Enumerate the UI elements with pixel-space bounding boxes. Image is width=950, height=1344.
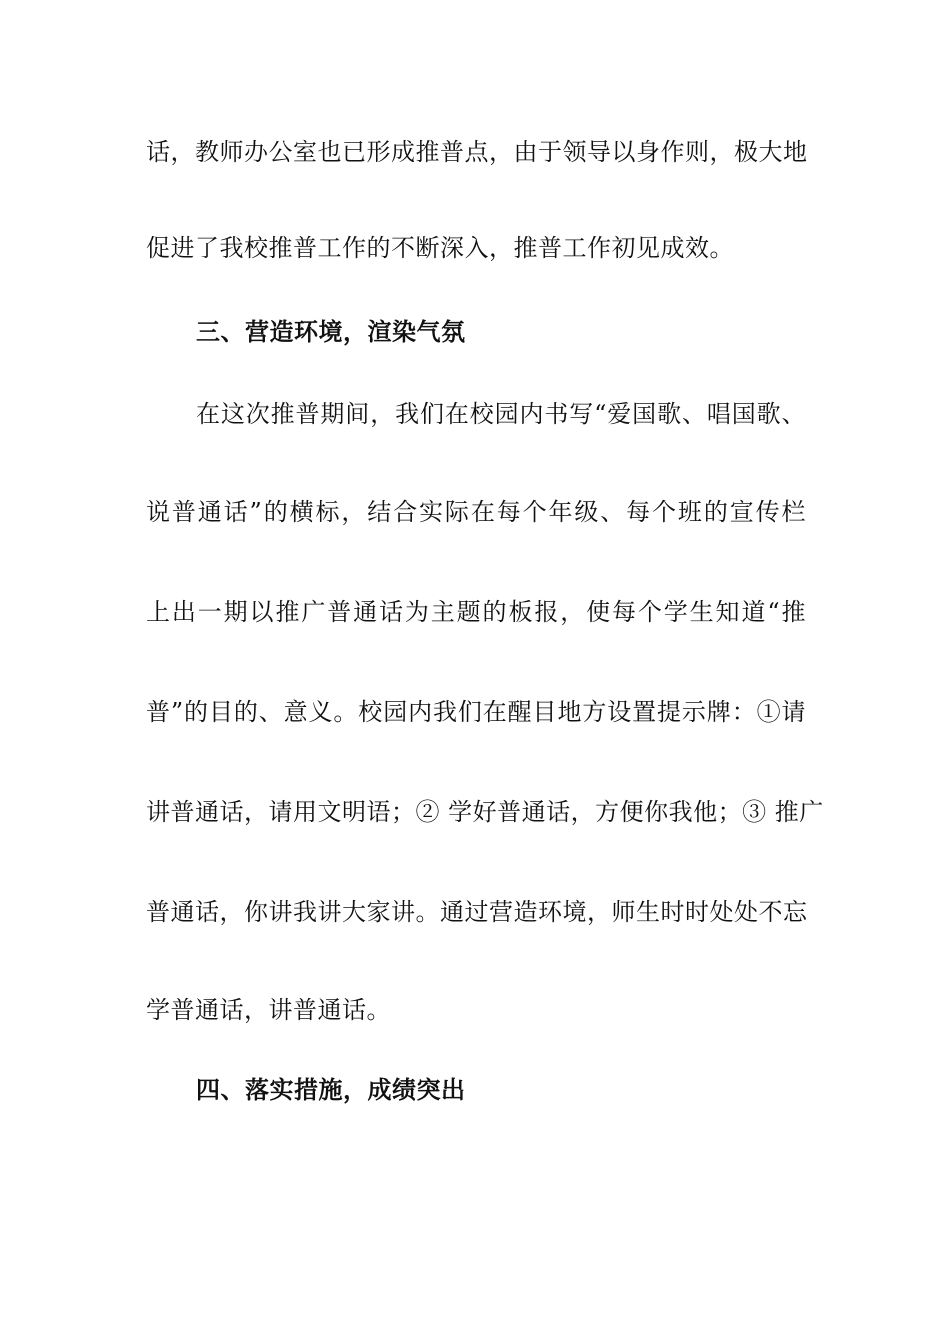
paragraph-line: 讲普通话，请用文明语；② 学好普通话，方便你我他；③ 推广 xyxy=(146,798,824,826)
paragraph-line: 在这次推普期间，我们在校园内书写“爱国歌、唱国歌、 xyxy=(196,400,806,428)
paragraph-line: 话，教师办公室也已形成推普点，由于领导以身作则，极大地 xyxy=(146,138,808,166)
section-heading-3: 三、营造环境，渲染气氛 xyxy=(196,318,466,346)
paragraph-line: 上出一期以推广普通话为主题的板报，使每个学生知道“推 xyxy=(146,598,806,626)
section-heading-4: 四、落实措施，成绩突出 xyxy=(196,1076,466,1104)
paragraph-line: 促进了我校推普工作的不断深入，推普工作初见成效。 xyxy=(146,234,734,262)
paragraph-line: 学普通话，讲普通话。 xyxy=(146,996,391,1024)
paragraph-line: 普”的目的、意义。校园内我们在醒目地方设置提示牌：①请 xyxy=(146,698,806,726)
paragraph-line: 说普通话”的横标，结合实际在每个年级、每个班的宣传栏 xyxy=(146,498,806,526)
paragraph-line: 普通话，你讲我讲大家讲。通过营造环境，师生时时处处不忘 xyxy=(146,898,808,926)
